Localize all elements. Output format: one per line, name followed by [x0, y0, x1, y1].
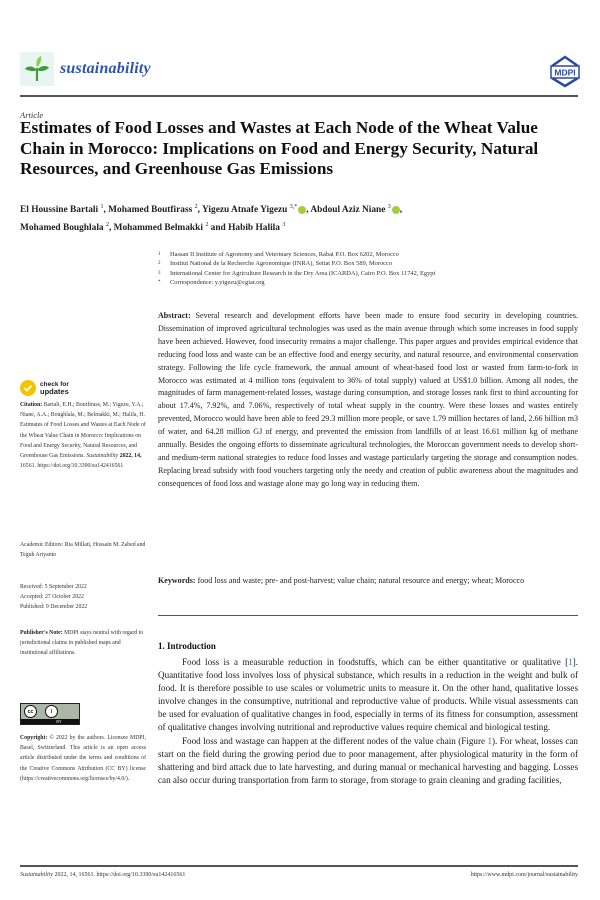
author-name: Mohamed Boughlala $^2$ [20, 221, 109, 233]
checkmark-icon [20, 380, 36, 396]
keywords-text: food loss and waste; pre- and post-harvest; value chain; natural resource and energy; wheat; Morocco [197, 576, 525, 585]
affiliations [158, 250, 578, 287]
received-date: Received: 5 September 2022 [20, 584, 87, 590]
correspondence: * Correspondence: y.yigezu@cgiar.org [158, 278, 265, 286]
article-type: Article [20, 110, 44, 120]
accepted-date: Accepted: 27 October 2022 [20, 594, 84, 601]
cc-icon: cc [24, 705, 37, 718]
author-name: Abdoul Aziz Niane $^3$ [310, 204, 391, 216]
publishers-note: Publisher's Note: MDPI stays neutral with regard to jurisdictional claims in published maps and institutional affiliations. [20, 630, 144, 657]
citation: Citation: Bartali, E.H.; Boutfirass, M.; Yigezu, Y.A.; Niane, A.A.; Boughlala, M.; Belmakki, M.; Halila, H. Estimates of Food Losses and Wastes at Each Node of the Wheat Value Chain in Morocco: Implications on Food and Energy Security, Natural Resources, and Greenhouse Gas Emissions. Sustainability 2022, 14, 16561. https://doi.org/10.3390/su142416561 [20, 402, 146, 470]
author-name: El Houssine Bartali $^1$ [20, 204, 104, 216]
abstract [158, 310, 578, 491]
affiliation-1: 1 Hassan II Institute of Agronomy and Veterinary Sciences, Rabat P.O. Box 6202, Morocco [158, 251, 399, 258]
keywords-label: Keywords: [158, 576, 196, 585]
section-title: 1. Introduction [158, 641, 216, 651]
cc-by-license-icon[interactable]: cc i BY [20, 703, 80, 725]
publication-dates [20, 582, 146, 613]
page-header [20, 52, 584, 96]
reference-link[interactable]: 1 [568, 657, 573, 667]
svg-text:MDPI: MDPI [554, 67, 576, 78]
orcid-icon[interactable] [298, 206, 306, 214]
affiliation-2: 2 Institut National de la Recherche Agronomique (INRA), Settat P.O. Box 589, Morocco [158, 260, 393, 268]
journal-logo[interactable] [20, 52, 151, 86]
author-name: Yigezu Atnafe Yigezu $^{3,*}$ [201, 204, 298, 216]
orcid-icon[interactable] [392, 206, 400, 214]
footer-journal-url[interactable]: https://www.mdpi.com/journal/sustainability [470, 872, 578, 878]
abstract-label: Abstract: [158, 311, 191, 320]
article-title: Estimates of Food Losses and Wastes at Each Node of the Wheat Value Chain in Morocco: Implications on Food and Energy Security, Natural Resources, and Greenhouse Gas Emissions [20, 118, 539, 178]
author-name: Mohamed Boutfirass $^2$ [108, 204, 198, 216]
academic-editors: Academic Editors: Ria Millati, Hossain M. Zabed and Teguh Ariyanto [20, 542, 146, 559]
paragraph-2: Food loss and wastage can happen at the different nodes of the value chain (Figure 1). For wheat, losses can start on the field during the growing period due to poor management, after physiological maturity in the form of shattering and bird attack due to late harvesting, and during manual or mechanical harvesting and bagging. Losses can also occur during transportation from farm to storage, from storage to grain cleaning and grading facilities, [158, 735, 578, 785]
check-for-updates-button[interactable]: check for updates [20, 380, 146, 396]
affiliation-3: 3 International Center for Agriculture Research in the Dry Area (ICARDA), Cairo P.O. Box 11742, Egypt [158, 269, 436, 277]
paragraph-1: Food loss is a measurable reduction in foodstuffs, which can be either quantitative or qualitative [1]. Quantitative food loss involves loss of physical substance, which results in a reduction in the weight and bulk of food. It is therefore possible to use scales or volumetric units to measure it. On the other hand, qualitative losses involve changes in the consumptive, nutritional and reproductive value of products. While visual assessments can be used for evaluation of qualitative changes in food, especially in terms of its fitness for consumption, assessment of qualitative changes involving nutritional and reproductive values require chemical and biological testing. [158, 657, 578, 733]
mdpi-logo-icon[interactable] [548, 54, 582, 93]
footer-citation[interactable]: Sustainability 2022, 14, 16561. https://doi.org/10.3390/su142416561 [20, 872, 186, 878]
author-list: El Houssine Bartali $^1$, Mohamed Boutfirass $^2$, Yigezu Atnafe Yigezu $^{3,*}$ , Abdoul Aziz Niane $^3$ , Mohamed Boughlala $^2$, Mohammed Belmakki $^2$ and Habib Halila $^3$ [20, 204, 403, 233]
keywords-divider [158, 615, 578, 616]
sprout-icon [20, 52, 54, 86]
citation-doi-link[interactable]: 16561. https://doi.org/10.3390/su142416561 [20, 463, 124, 470]
abstract-text: Several research and development efforts have been made to ensure food security in developing countries. Dissemination of improved agricultural technologies was used as the main avenue through which some increases in food supply have been achieved. However, food insecurity remains a major challenge. This paper argues and provides empirical evidence that reducing food loss and waste can be an effective food and energy security, and natural resource, and environmental conservation strategy. Following the life cycle framework, the annual amount of wheat-based food lost or wasted from farm-to-fork in Morocco was estimated at 4 million tons (equivalent to 36% of total supply) valued at US$1.0 billion. Among all nodes, the magnitudes of farm management-related losses, wastage during consumption, and storage losses rank first to third accounting for about 17.4%, 7.92%, and 7.06%, respectively of total wheat supply in the country. Were these losses and wastes entirely prevented, Morocco would have been able to feed 29.3 million more people, or save 1.79 million hectares of land, 2.66 billion m3 of water, and 64.28 million GJ of energy, and prevented the emission from landfills of at least 16.61 million kg of methane annually. Besides the ongoing efforts to disseminate agricultural technologies, the Moroccan government needs to develop short- and medium-term national strategies to reduce food losses and wastage particularly targeting the storage and consumption nodes. Replacing bread subsidy with food vouchers targeting only the needy and creation of public awareness about the magnitudes and consequences of food loss and wastage alone may go long way in reducing them. [158, 311, 578, 488]
figure-link[interactable]: 1 [487, 735, 492, 746]
attribution-icon: i [45, 705, 58, 718]
footer-divider [20, 865, 578, 867]
introduction-body [158, 656, 578, 787]
journal-name: sustainability [60, 60, 151, 77]
copyright-notice: Copyright: © 2022 by the authors. Licensee MDPI, Basel, Switzerland. This article is an open access article distributed under the terms and conditions of the Creative Commons Attribution (CC BY) license (https://creativecommons.org/licenses/by/4.0/). [20, 735, 146, 782]
header-divider [20, 95, 578, 97]
published-date: Published: 9 December 2022 [20, 604, 88, 611]
keywords [158, 575, 578, 588]
author-name: Mohammed Belmakki $^2$ [113, 221, 209, 233]
author-name: Habib Halila $^3$ [228, 221, 286, 233]
